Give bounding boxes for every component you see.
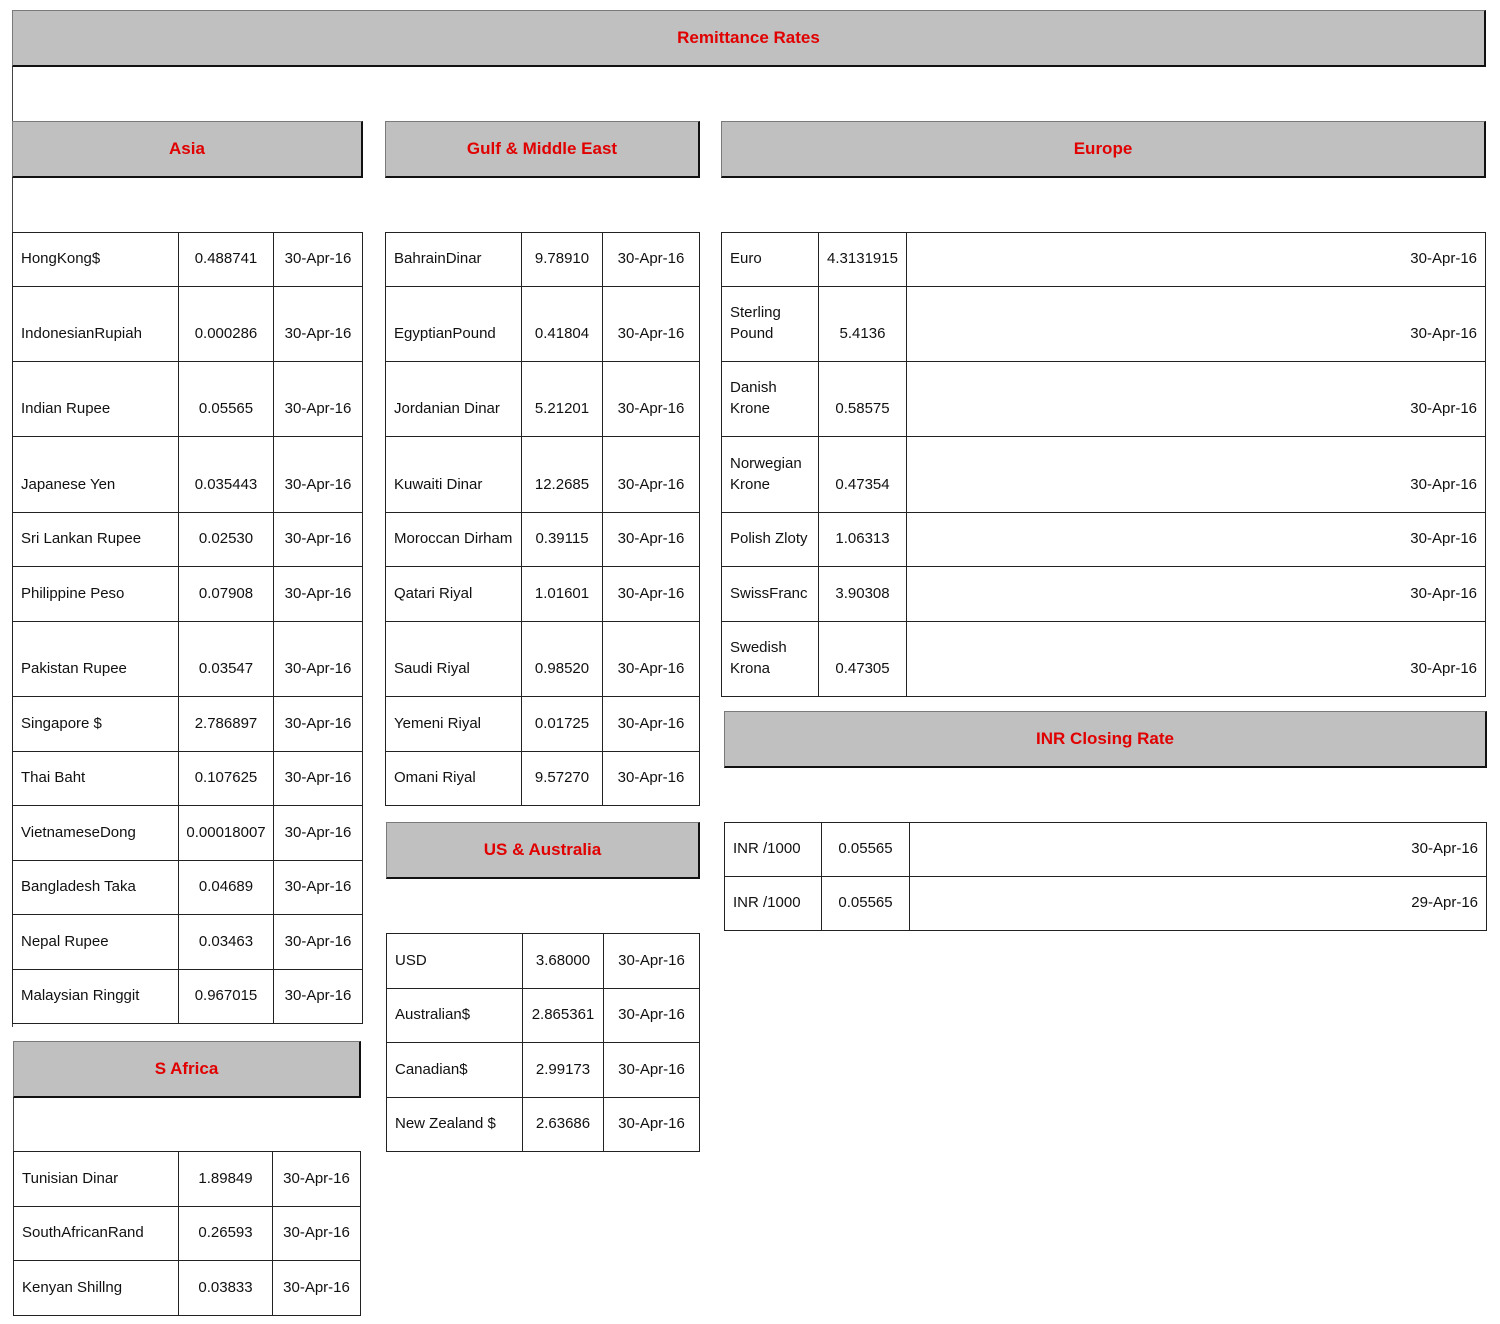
rate-date: 30-Apr-16 (907, 437, 1486, 513)
s-africa-table (13, 1151, 361, 1316)
currency-rate: 2.63686 (523, 1098, 604, 1152)
currency-rate: 2.786897 (179, 697, 274, 752)
currency-name: Qatari Riyal (386, 567, 522, 622)
rate-date: 30-Apr-16 (274, 362, 363, 437)
s-africa-left-rule (13, 1098, 14, 1152)
currency-name: HongKong$ (13, 233, 179, 287)
table-row (13, 806, 363, 861)
rate-date: 30-Apr-16 (907, 622, 1486, 697)
rate-date: 30-Apr-16 (274, 697, 363, 752)
table-row (13, 567, 363, 622)
table-row (14, 1152, 361, 1207)
rate-date: 30-Apr-16 (907, 513, 1486, 567)
currency-rate: 0.58575 (819, 362, 907, 437)
currency-rate: 5.21201 (522, 362, 603, 437)
table-row (387, 1043, 700, 1098)
s-africa-header: S Africa (13, 1041, 361, 1098)
currency-name: Japanese Yen (13, 437, 179, 513)
currency-rate: 0.98520 (522, 622, 603, 697)
table-row (13, 752, 363, 806)
currency-rate: 0.035443 (179, 437, 274, 513)
currency-rate: 0.00018007 (179, 806, 274, 861)
currency-rate: 0.47354 (819, 437, 907, 513)
rate-date: 30-Apr-16 (274, 437, 363, 513)
table-row (386, 362, 700, 437)
europe-header: Europe (721, 121, 1486, 178)
rate-date: 30-Apr-16 (907, 567, 1486, 622)
rate-date: 30-Apr-16 (603, 752, 700, 806)
table-row (14, 1207, 361, 1261)
rate-date: 30-Apr-16 (274, 752, 363, 806)
currency-name: Pakistan Rupee (13, 622, 179, 697)
inr-closing-table (724, 822, 1487, 931)
currency-rate: 0.000286 (179, 287, 274, 362)
table-row (722, 362, 1486, 437)
currency-rate: 1.01601 (522, 567, 603, 622)
currency-name: New Zealand $ (387, 1098, 523, 1152)
table-row (386, 567, 700, 622)
currency-name: VietnameseDong (13, 806, 179, 861)
table-row (13, 622, 363, 697)
rate-date: 30-Apr-16 (274, 567, 363, 622)
rate-date: 30-Apr-16 (603, 437, 700, 513)
table-row (13, 970, 363, 1024)
currency-rate: 2.865361 (523, 989, 604, 1043)
currency-name: Swedish Krona (722, 622, 819, 697)
asia-header: Asia (12, 121, 363, 178)
currency-name: Sterling Pound (722, 287, 819, 362)
currency-rate: 0.03547 (179, 622, 274, 697)
currency-rate: 0.488741 (179, 233, 274, 287)
currency-name: SwissFranc (722, 567, 819, 622)
currency-rate: 0.107625 (179, 752, 274, 806)
rate-date: 30-Apr-16 (603, 697, 700, 752)
rate-date: 30-Apr-16 (907, 233, 1486, 287)
rate-date: 30-Apr-16 (274, 622, 363, 697)
currency-rate: 3.68000 (523, 934, 604, 989)
table-row (386, 287, 700, 362)
table-row (387, 1098, 700, 1152)
rate-date: 29-Apr-16 (910, 877, 1487, 931)
currency-rate: 4.3131915 (819, 233, 907, 287)
rate-date: 30-Apr-16 (274, 861, 363, 915)
currency-rate: 12.2685 (522, 437, 603, 513)
table-row (14, 1261, 361, 1316)
currency-name: Yemeni Riyal (386, 697, 522, 752)
table-row (13, 362, 363, 437)
currency-name: Norwegian Krone (722, 437, 819, 513)
table-row (386, 697, 700, 752)
currency-name: Malaysian Ringgit (13, 970, 179, 1024)
currency-name: Jordanian Dinar (386, 362, 522, 437)
currency-name: BahrainDinar (386, 233, 522, 287)
currency-name: Danish Krone (722, 362, 819, 437)
currency-rate: 9.78910 (522, 233, 603, 287)
us-australia-table (386, 933, 700, 1152)
table-row (13, 697, 363, 752)
rate-date: 30-Apr-16 (273, 1152, 361, 1207)
europe-table (721, 232, 1486, 697)
currency-rate: 0.05565 (179, 362, 274, 437)
currency-rate: 0.41804 (522, 287, 603, 362)
currency-name: Sri Lankan Rupee (13, 513, 179, 567)
table-row (13, 861, 363, 915)
table-row (386, 622, 700, 697)
currency-name: Nepal Rupee (13, 915, 179, 970)
currency-rate: 0.967015 (179, 970, 274, 1024)
rate-date: 30-Apr-16 (604, 1043, 700, 1098)
table-row (722, 622, 1486, 697)
table-row (725, 877, 1487, 931)
rate-date: 30-Apr-16 (603, 362, 700, 437)
rate-date: 30-Apr-16 (274, 233, 363, 287)
table-row (386, 752, 700, 806)
table-row (13, 437, 363, 513)
rate-date: 30-Apr-16 (603, 513, 700, 567)
rate-date: 30-Apr-16 (907, 362, 1486, 437)
table-row (386, 437, 700, 513)
gulf-table (385, 232, 700, 806)
rate-date: 30-Apr-16 (273, 1207, 361, 1261)
currency-rate: 0.05565 (822, 877, 910, 931)
currency-rate: 0.04689 (179, 861, 274, 915)
table-row (722, 233, 1486, 287)
gulf-header: Gulf & Middle East (385, 121, 700, 178)
rate-date: 30-Apr-16 (603, 287, 700, 362)
currency-rate: 2.99173 (523, 1043, 604, 1098)
rate-date: 30-Apr-16 (274, 287, 363, 362)
us-australia-header: US & Australia (386, 822, 700, 879)
currency-rate: 0.07908 (179, 567, 274, 622)
currency-rate: 1.06313 (819, 513, 907, 567)
rate-date: 30-Apr-16 (604, 1098, 700, 1152)
currency-name: Kenyan Shillng (14, 1261, 179, 1316)
currency-name: Kuwaiti Dinar (386, 437, 522, 513)
table-row (13, 513, 363, 567)
table-row (722, 437, 1486, 513)
currency-name: Indian Rupee (13, 362, 179, 437)
rate-date: 30-Apr-16 (603, 622, 700, 697)
currency-rate: 5.4136 (819, 287, 907, 362)
currency-name: Singapore $ (13, 697, 179, 752)
table-row (386, 233, 700, 287)
table-row (725, 823, 1487, 877)
rate-date: 30-Apr-16 (603, 233, 700, 287)
currency-rate: 0.26593 (179, 1207, 273, 1261)
table-row (13, 233, 363, 287)
currency-name: SouthAfricanRand (14, 1207, 179, 1261)
currency-name: Saudi Riyal (386, 622, 522, 697)
table-row (722, 567, 1486, 622)
currency-name: INR /1000 (725, 823, 822, 877)
currency-name: Thai Baht (13, 752, 179, 806)
table-row (722, 513, 1486, 567)
currency-name: USD (387, 934, 523, 989)
rate-date: 30-Apr-16 (274, 513, 363, 567)
table-row (386, 513, 700, 567)
currency-name: Euro (722, 233, 819, 287)
page-title: Remittance Rates (12, 10, 1486, 67)
currency-name: INR /1000 (725, 877, 822, 931)
currency-name: Polish Zloty (722, 513, 819, 567)
currency-name: Australian$ (387, 989, 523, 1043)
currency-name: Tunisian Dinar (14, 1152, 179, 1207)
currency-name: Canadian$ (387, 1043, 523, 1098)
asia-table (12, 232, 363, 1024)
rate-date: 30-Apr-16 (604, 989, 700, 1043)
rate-date: 30-Apr-16 (603, 567, 700, 622)
rate-date: 30-Apr-16 (274, 970, 363, 1024)
currency-rate: 9.57270 (522, 752, 603, 806)
table-row (13, 287, 363, 362)
currency-rate: 0.47305 (819, 622, 907, 697)
table-row (722, 287, 1486, 362)
currency-name: Moroccan Dirham (386, 513, 522, 567)
currency-name: EgyptianPound (386, 287, 522, 362)
currency-name: Omani Riyal (386, 752, 522, 806)
currency-name: IndonesianRupiah (13, 287, 179, 362)
table-row (387, 934, 700, 989)
rate-date: 30-Apr-16 (604, 934, 700, 989)
currency-rate: 0.39115 (522, 513, 603, 567)
currency-name: Philippine Peso (13, 567, 179, 622)
rate-date: 30-Apr-16 (274, 806, 363, 861)
rate-date: 30-Apr-16 (910, 823, 1487, 877)
inr-closing-header: INR Closing Rate (724, 711, 1487, 768)
currency-rate: 0.01725 (522, 697, 603, 752)
currency-rate: 0.03463 (179, 915, 274, 970)
table-row (387, 989, 700, 1043)
rate-date: 30-Apr-16 (274, 915, 363, 970)
table-row (13, 915, 363, 970)
currency-rate: 1.89849 (179, 1152, 273, 1207)
currency-name: Bangladesh Taka (13, 861, 179, 915)
currency-rate: 0.05565 (822, 823, 910, 877)
rate-date: 30-Apr-16 (273, 1261, 361, 1316)
rate-date: 30-Apr-16 (907, 287, 1486, 362)
currency-rate: 0.02530 (179, 513, 274, 567)
currency-rate: 0.03833 (179, 1261, 273, 1316)
currency-rate: 3.90308 (819, 567, 907, 622)
